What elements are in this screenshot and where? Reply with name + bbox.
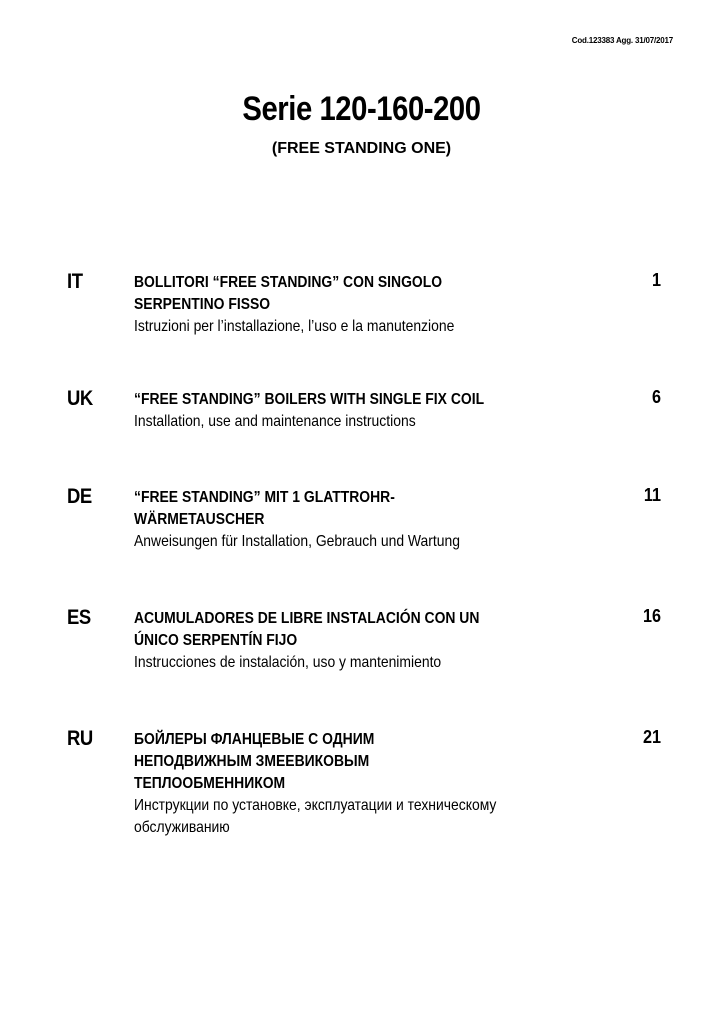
description-line: Инструкции по установке, эксплуатации и техническому — [134, 797, 497, 814]
entry-heading — [134, 272, 604, 316]
entry-description — [134, 531, 604, 553]
document-code: Cod.123383 Agg. 31/07/2017 — [571, 36, 673, 45]
language-code: DE — [67, 485, 92, 508]
description-line: Installation, use and maintenance instructions — [134, 413, 416, 430]
heading-line: НЕПОДВИЖНЫМ ЗМЕЕВИКОВЫМ — [134, 753, 370, 770]
language-code: IT — [67, 270, 83, 293]
heading-line: SERPENTINO FISSO — [134, 296, 271, 313]
language-code: UK — [67, 387, 93, 410]
entry-description — [134, 411, 604, 433]
entry-heading — [134, 389, 604, 411]
entry-heading — [134, 487, 604, 531]
entry-body — [134, 608, 552, 674]
description-line: обслуживанию — [134, 819, 230, 836]
entry-body — [134, 389, 552, 433]
heading-line: WÄRMETAUSCHER — [134, 511, 265, 528]
entry-description — [134, 652, 604, 674]
page-number: 6 — [651, 387, 661, 407]
entry-heading — [134, 729, 604, 795]
entry-description — [134, 795, 604, 839]
heading-line: ÚNICO SERPENTÍN FIJO — [134, 632, 298, 649]
heading-line: ACUMULADORES DE LIBRE INSTALACIÓN CON UN — [134, 610, 480, 627]
document-title: Serie 120-160-200 — [242, 90, 481, 128]
page-number: 1 — [651, 270, 661, 290]
page-number: 16 — [642, 606, 661, 626]
description-line: Istruzioni per l’installazione, l’uso e la manutenzione — [134, 318, 455, 335]
description-line: Instrucciones de instalación, uso y mantenimiento — [134, 654, 442, 671]
entry-body — [134, 487, 552, 553]
heading-line: БОЙЛЕРЫ ФЛАНЦЕВЫЕ С ОДНИМ — [134, 731, 375, 748]
description-line: Anweisungen für Installation, Gebrauch und Wartung — [134, 533, 461, 550]
page-number: 11 — [643, 485, 661, 505]
entry-body — [134, 729, 552, 839]
heading-line: “FREE STANDING” BOILERS WITH SINGLE FIX COIL — [134, 391, 485, 408]
heading-line: BOLLITORI “FREE STANDING” CON SINGOLO — [134, 274, 443, 291]
document-subtitle: (FREE STANDING ONE) — [271, 140, 452, 157]
language-code: ES — [67, 606, 91, 629]
page-number: 21 — [642, 727, 661, 747]
entry-body — [134, 272, 552, 338]
entry-description — [134, 316, 604, 338]
language-code: RU — [67, 727, 93, 750]
heading-line: ТЕПЛООБМЕННИКОМ — [134, 775, 286, 792]
heading-line: “FREE STANDING” MIT 1 GLATTROHR- — [134, 489, 395, 506]
entry-heading — [134, 608, 604, 652]
